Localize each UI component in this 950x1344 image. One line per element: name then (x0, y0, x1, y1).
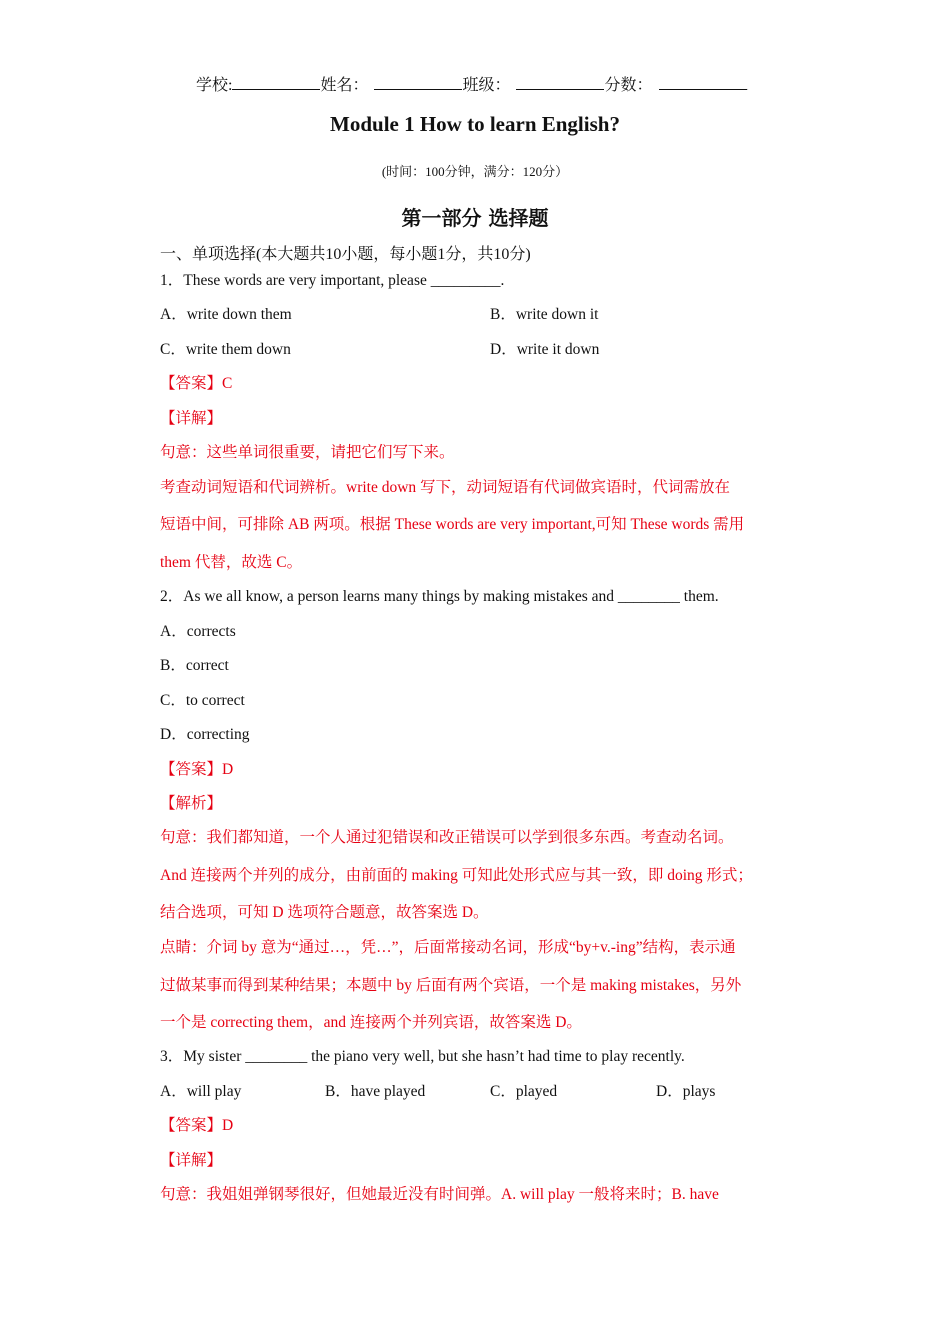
q2-explanation-line: 一个是 correcting them，and 连接两个并列宾语，故答案选 D。 (160, 1014, 582, 1031)
section-title: 一、单项选择(本大题共10小题，每小题1分，共10分) (160, 246, 531, 263)
school-label: 学校: (196, 77, 233, 94)
name-label: 姓名： (320, 77, 369, 94)
q1-explanation-line: 考查动词短语和代词辨析。write down 写下，动词短语有代词做宾语时，代词需放在 (160, 479, 731, 496)
q2-explanation-line: And 连接两个并列的成分，由前面的 making 可知此处形式应与其一致，即 doing 形式； (160, 867, 753, 884)
q2-explanation-line: 结合选项，可知 D 选项符合题意，故答案选 D。 (160, 904, 489, 921)
q2-explanation-line: 点睛：介词 by 意为“通过…，凭…”，后面常接动名词，形成“by+v.-ing”结构，表示通 (160, 939, 736, 956)
score-label: 分数： (604, 77, 653, 94)
q3-answer: 【答案】D (160, 1117, 234, 1134)
q1-analysis-label: 【详解】 (160, 410, 223, 427)
q3-option-d[interactable]: D．plays (656, 1083, 716, 1100)
class-label: 班级： (462, 77, 511, 94)
q3-option-a[interactable]: A．will play (160, 1083, 242, 1100)
q2-option-d[interactable]: D．correcting (160, 726, 250, 743)
page-title: Module 1 How to learn English? (330, 112, 620, 136)
q2-analysis-label: 【解析】 (160, 795, 223, 812)
q2-option-c[interactable]: C．to correct (160, 692, 245, 709)
q3-option-c[interactable]: C．played (490, 1083, 558, 1100)
q1-answer: 【答案】C (160, 375, 233, 392)
q1-option-d[interactable]: D．write it down (490, 341, 600, 358)
school-blank[interactable] (232, 74, 320, 90)
part-title: 第一部分 选择题 (401, 206, 549, 230)
name-blank[interactable] (374, 74, 462, 90)
q1-explanation-line: 句意：这些单词很重要，请把它们写下来。 (160, 444, 455, 461)
question-2-stem: 2．As we all know, a person learns many things by making mistakes and ________ them. (160, 588, 719, 605)
q3-option-b[interactable]: B．have played (325, 1083, 426, 1100)
question-3-stem: 3．My sister ________ the piano very well, but she hasn’t had time to play recently. (160, 1048, 685, 1065)
q1-option-a[interactable]: A．write down them (160, 306, 292, 323)
q1-option-c[interactable]: C．write them down (160, 341, 291, 358)
question-1-stem: 1．These words are very important, please _________. (160, 272, 505, 289)
q2-option-b[interactable]: B．correct (160, 657, 229, 674)
q3-explanation-line: 句意：我姐姐弹钢琴很好，但她最近没有时间弹。A. will play 一般将来时；B. have (160, 1186, 719, 1203)
q2-explanation-line: 句意：我们都知道，一个人通过犯错误和改正错误可以学到很多东西。考查动名词。 (160, 829, 734, 846)
q2-option-a[interactable]: A．corrects (160, 623, 236, 640)
class-blank[interactable] (516, 74, 604, 90)
q1-explanation-line: 短语中间，可排除 AB 两项。根据 These words are very important,可知 These words 需用 (160, 516, 745, 533)
q3-analysis-label: 【详解】 (160, 1152, 223, 1169)
end-mark: . (746, 82, 749, 92)
q2-explanation-line: 过做某事而得到某种结果；本题中 by 后面有两个宾语，一个是 making mistakes，另外 (160, 977, 742, 994)
q1-option-b[interactable]: B．write down it (490, 306, 599, 323)
q2-answer: 【答案】D (160, 761, 234, 778)
time-info: (时间：100分钟，满分：120分） (381, 164, 569, 179)
score-blank[interactable] (659, 74, 747, 90)
q1-explanation-line: them 代替，故选 C。 (160, 554, 303, 571)
student-info-header (196, 74, 749, 97)
